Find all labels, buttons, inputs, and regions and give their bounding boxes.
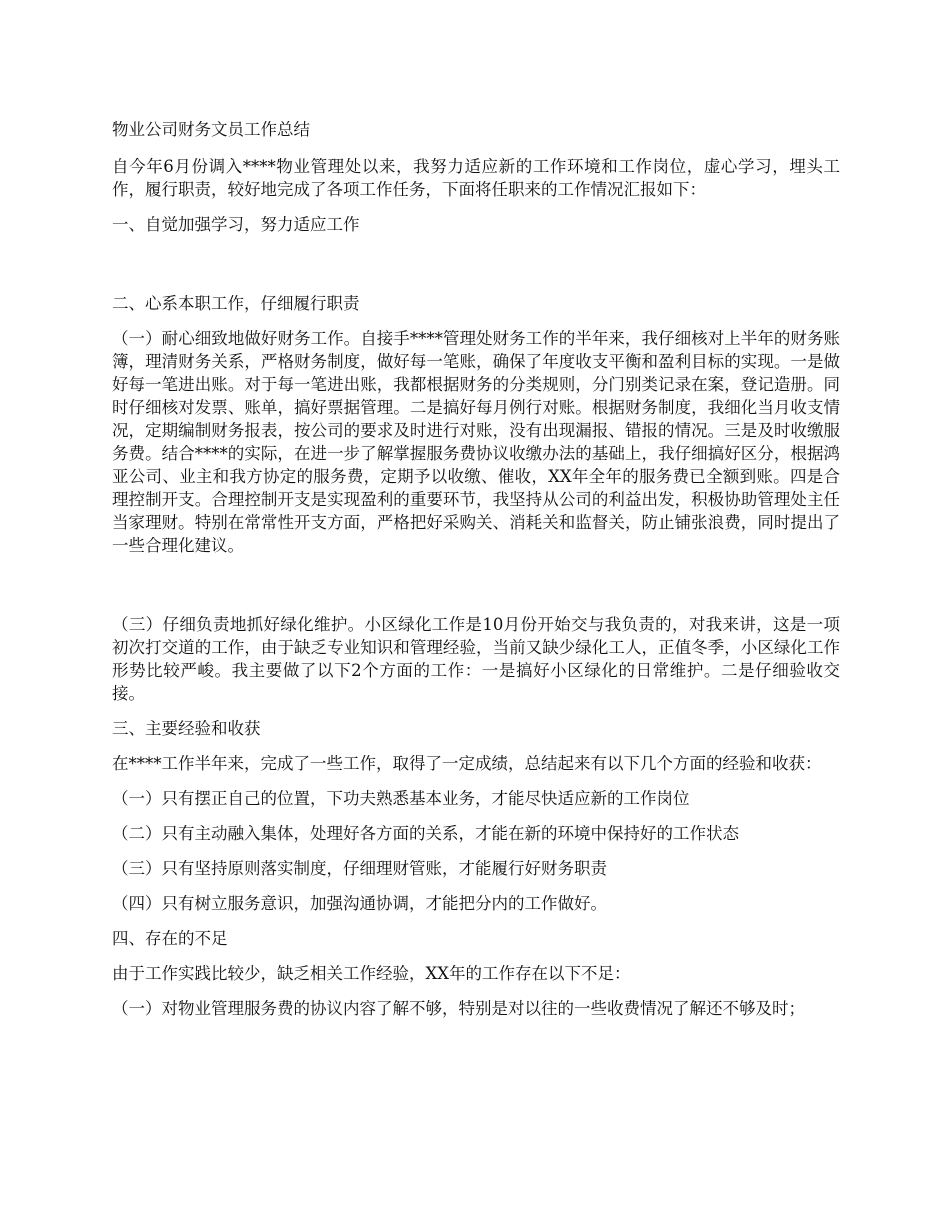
section-3-intro: 在****工作半年来，完成了一些工作，取得了一定成绩，总结起来有以下几个方面的经验和收获： — [112, 754, 822, 773]
section-3-heading: 三、主要经验和收获 — [112, 719, 261, 738]
intro-paragraph: 自今年6月份调入****物业管理处以来，我努力适应新的工作环境和工作岗位，虚心学习，埋头工作，履行职责，较好地完成了各项工作任务，下面将任职来的工作情况汇报如下： — [112, 157, 840, 199]
section-2-heading: 二、心系本职工作，仔细履行职责 — [112, 294, 360, 313]
document-title: 物业公司财务文员工作总结 — [112, 120, 310, 139]
section-3-item-2: （二）只有主动融入集体，处理好各方面的关系，才能在新的环境中保持好的工作状态 — [112, 824, 739, 843]
section-3-item-3: （三）只有坚持原则落实制度，仔细理财管账，才能履行好财务职责 — [112, 859, 607, 878]
section-3-item-1: （一）只有摆正自己的位置，下功夫熟悉基本业务，才能尽快适应新的工作岗位 — [112, 789, 690, 808]
section-4-intro: 由于工作实践比较少，缺乏相关工作经验，XX年的工作存在以下不足： — [112, 964, 631, 983]
section-4-heading: 四、存在的不足 — [112, 929, 228, 948]
section-1-heading: 一、自觉加强学习，努力适应工作 — [112, 215, 360, 234]
section-3-item-4: （四）只有树立服务意识，加强沟通协调，才能把分内的工作做好。 — [112, 894, 607, 913]
section-4-item-1: （一）对物业管理服务费的协议内容了解不够，特别是对以往的一些收费情况了解还不够及时； — [112, 999, 805, 1018]
section-2-paragraph-3: （三）仔细负责地抓好绿化维护。小区绿化工作是10月份开始交与我负责的，对我来讲，这是一项初次打交道的工作，由于缺乏专业知识和管理经验，当前又缺少绿化工人，正值冬季，小区绿化工作形势比较严峻。我主要做了以下2个方面的工作：一是搞好小区绿化的日常维护。二是仔细验收交接。 — [112, 615, 840, 703]
section-2-paragraph-1: （一）耐心细致地做好财务工作。自接手****管理处财务工作的半年来，我仔细核对上半年的财务账簿，理清财务关系，严格财务制度，做好每一笔账，确保了年度收支平衡和盈利目标的实现。一是做好每一笔进出账。对于每一笔进出账，我都根据财务的分类规则，分门别类记录在案，登记造册。同时仔细核对发票、账单，搞好票据管理。二是搞好每月例行对账。根据财务制度，我细化当月收支情况，定期编制财务报表，按公司的要求及时进行对账，没有出现漏报、错报的情况。三是及时收缴服务费。结合****的实际，在进一步了解掌握服务费协议收缴办法的基础上，我仔细搞好区分，根据鸿亚公司、业主和我方协定的服务费，定期予以收缴、催收，XX年全年的服务费已全额到账。四是合理控制开支。合理控制开支是实现盈利的重要环节，我坚持从公司的利益出发，积极协助管理处主任当家理财。特别在常常性开支方面，严格把好采购关、消耗关和监督关，防止铺张浪费，同时提出了一些合理化建议。 — [112, 329, 840, 555]
document-page — [112, 118, 840, 1032]
